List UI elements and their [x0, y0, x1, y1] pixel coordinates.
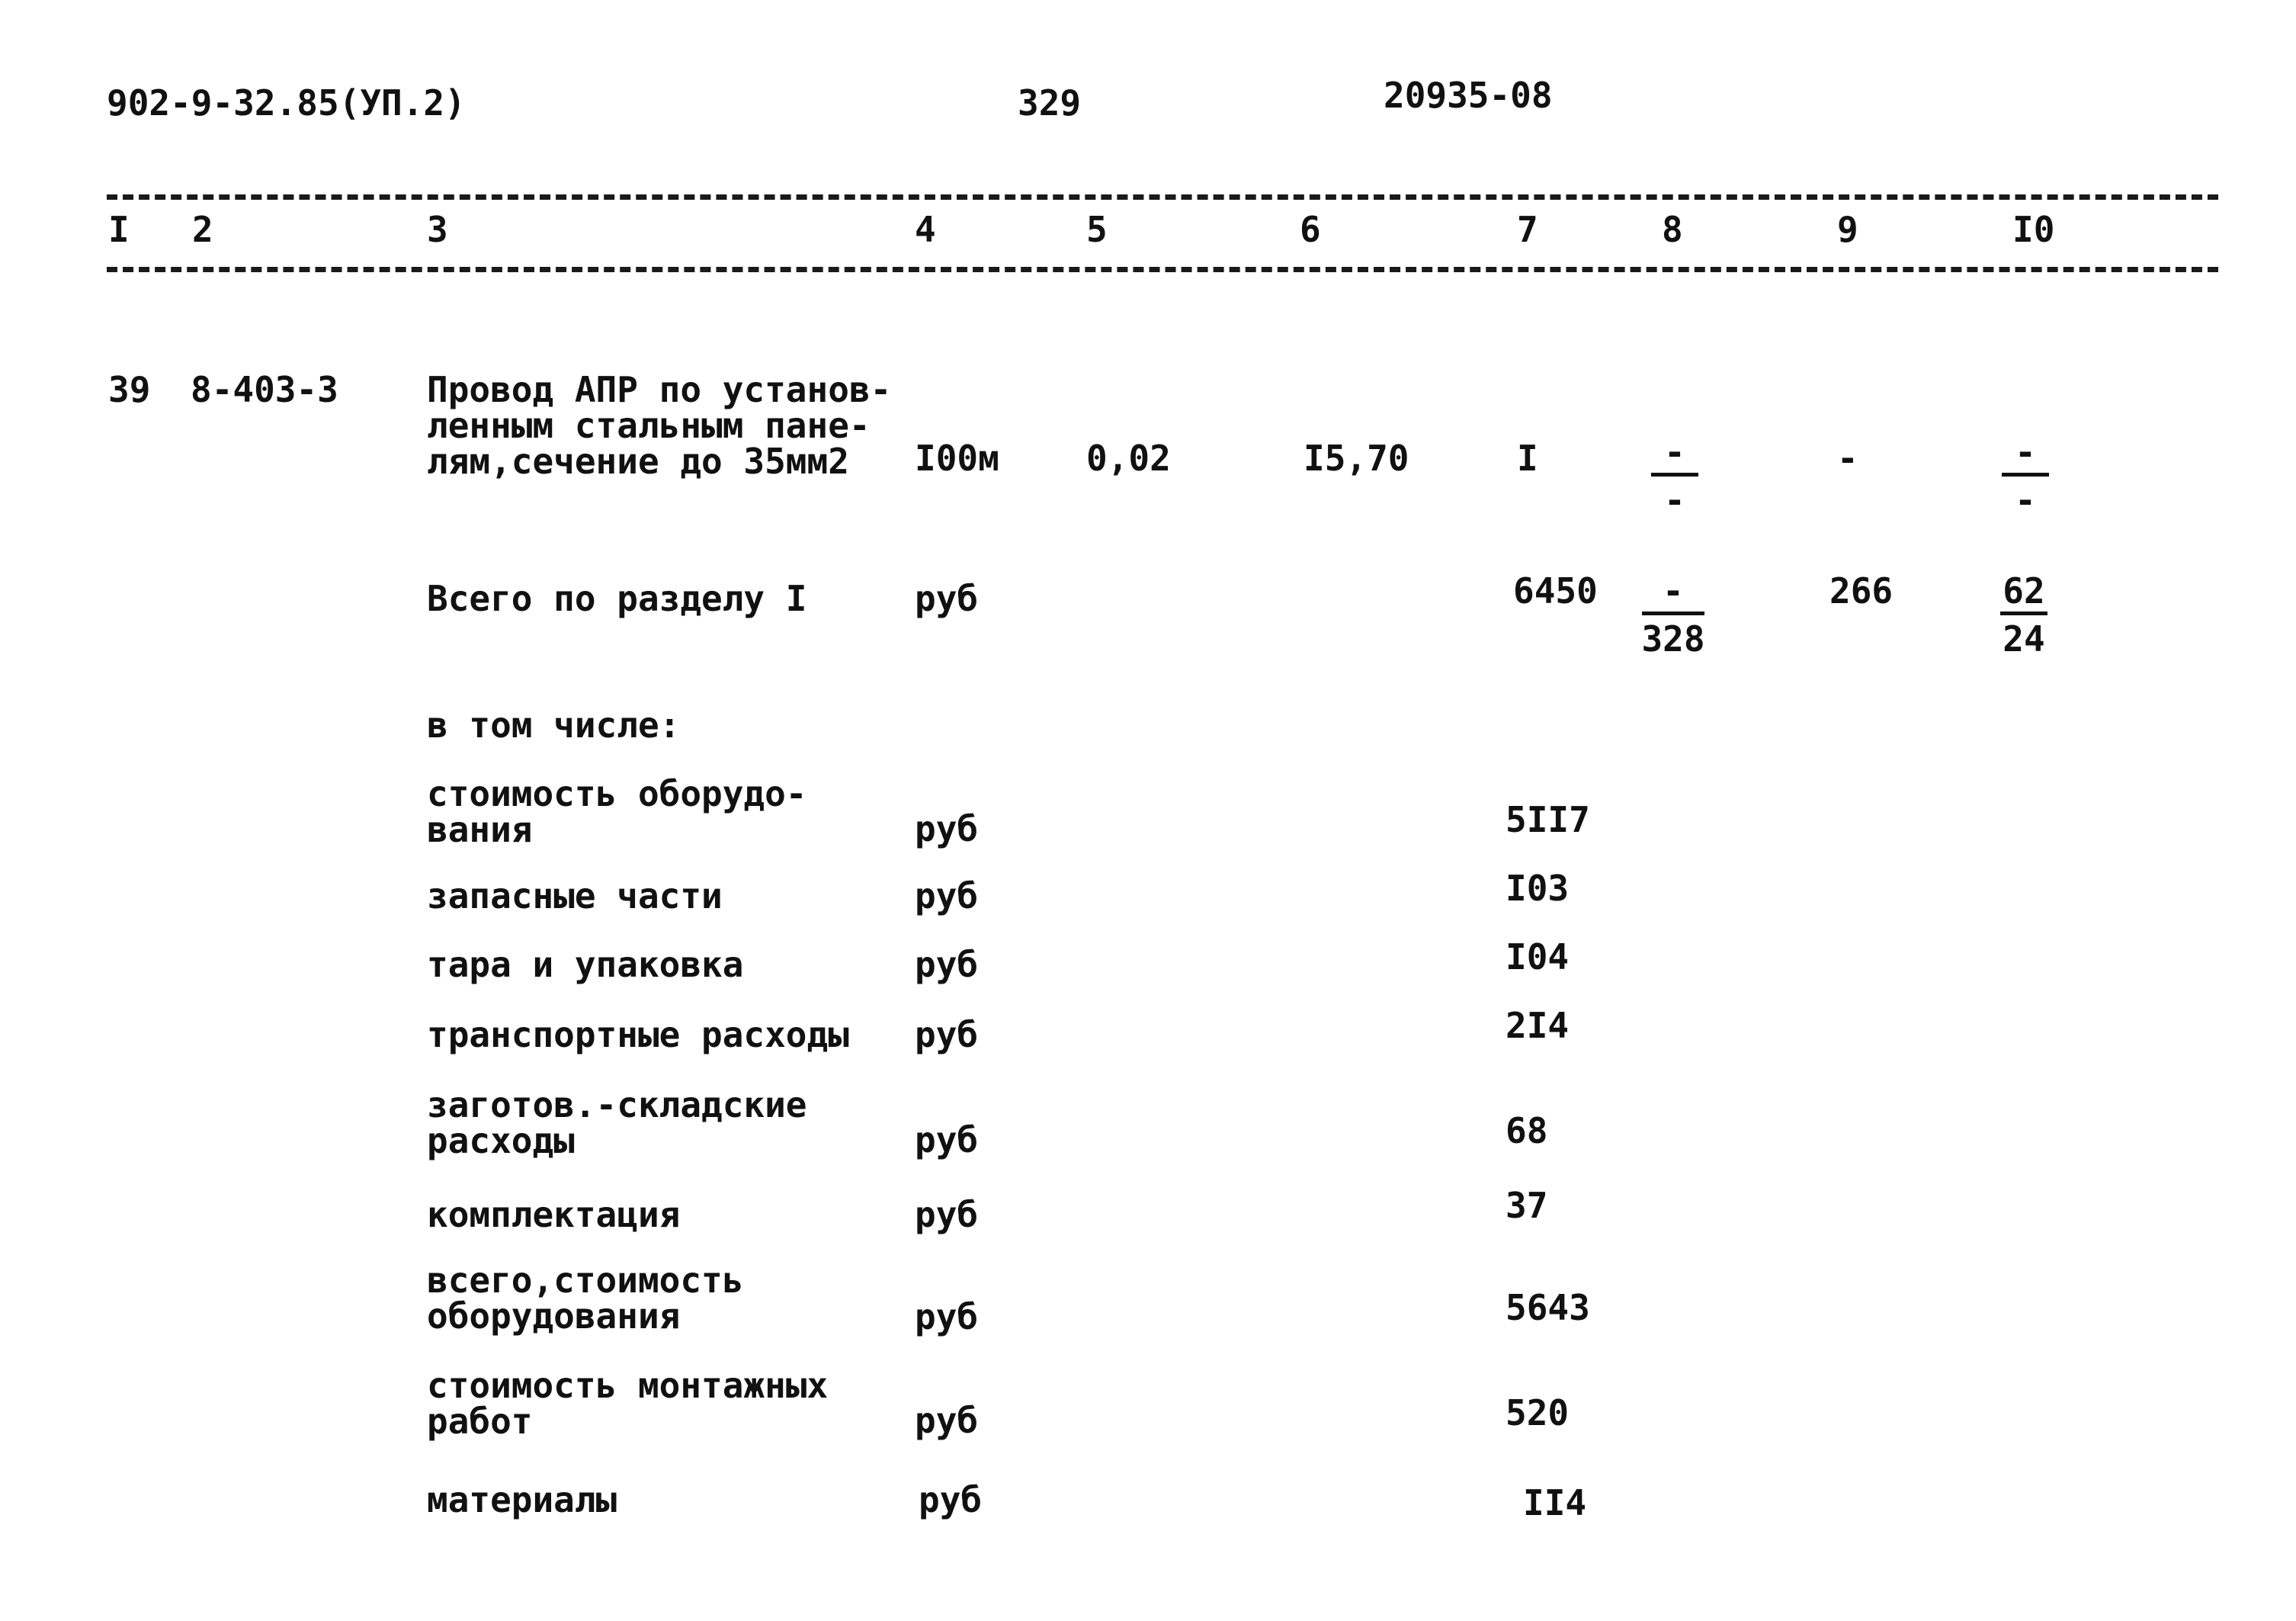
fraction-bar: [2000, 611, 2047, 615]
breakdown-label: стоимость оборудо- вания: [427, 773, 807, 850]
breakdown-unit: руб: [915, 875, 979, 916]
total-col7: 6450: [1513, 570, 1598, 611]
column-header-7: 7: [1517, 209, 1538, 250]
total-col10-denominator: 24: [2003, 618, 2045, 660]
breakdown-value: 2I4: [1506, 1005, 1570, 1046]
column-header-1: I: [108, 209, 130, 250]
sheet-number: 20935-08: [1384, 75, 1553, 116]
breakdown-value: I04: [1506, 936, 1570, 977]
breakdown-value: 520: [1506, 1392, 1570, 1433]
column-header-10: I0: [2012, 209, 2055, 250]
breakdown-unit: руб: [915, 1014, 979, 1055]
breakdown-label: заготов.-складские расходы: [427, 1084, 807, 1161]
column-header-2: 2: [192, 209, 213, 250]
quantity: 0,02: [1086, 438, 1171, 479]
column-header-8: 8: [1662, 209, 1683, 250]
document-code: 902-9-32.85(УП.2): [107, 82, 466, 124]
breakdown-unit: руб: [915, 1296, 979, 1337]
column-header-6: 6: [1300, 209, 1321, 250]
total-col8-fraction: [1639, 572, 1708, 658]
total-label: Всего по разделу I: [427, 578, 807, 619]
breakdown-value: 68: [1506, 1110, 1548, 1151]
breakdown-value: 5643: [1506, 1287, 1590, 1328]
column-header-5: 5: [1086, 209, 1108, 250]
header-rule-bottom: [107, 267, 2218, 272]
breakdown-label: комплектация: [427, 1194, 681, 1235]
total-col9: 266: [1829, 570, 1894, 611]
col10-numerator: -: [2015, 432, 2036, 473]
breakdown-value: 5II7: [1506, 799, 1590, 840]
total-col10-numerator: 62: [2003, 570, 2045, 611]
breakdown-value: II4: [1523, 1482, 1587, 1523]
row-number: 39: [108, 369, 151, 410]
fraction-bar: [2002, 473, 2049, 477]
col8-numerator: -: [1664, 432, 1685, 473]
col8-fraction: [1648, 433, 1701, 519]
header-rule-top: [107, 194, 2218, 200]
breakdown-label: материалы: [427, 1479, 617, 1520]
including-label: в том числе:: [427, 705, 681, 746]
column-header-9: 9: [1837, 209, 1858, 250]
breakdown-label: всего,стоимость оборудования: [427, 1260, 744, 1337]
breakdown-value: I03: [1506, 868, 1570, 909]
total-col10-fraction: [1997, 572, 2051, 658]
breakdown-unit: руб: [919, 1479, 983, 1520]
fraction-bar: [1642, 611, 1704, 615]
breakdown-label: стоимость монтажных работ: [427, 1365, 829, 1442]
col9-value: -: [1837, 438, 1858, 479]
breakdown-unit: руб: [915, 1119, 979, 1160]
column-header-3: 3: [427, 209, 448, 250]
breakdown-unit: руб: [915, 808, 979, 849]
total-cost: I: [1517, 438, 1538, 479]
breakdown-unit: руб: [915, 1400, 979, 1441]
breakdown-label: запасные части: [427, 875, 723, 916]
breakdown-value: 37: [1506, 1185, 1548, 1226]
col10-fraction: [1999, 433, 2052, 519]
unit-price: I5,70: [1304, 438, 1409, 479]
col10-denominator: -: [2015, 480, 2036, 521]
rate-code: 8-403-3: [191, 369, 338, 410]
total-col8-numerator: -: [1663, 570, 1684, 611]
breakdown-unit: руб: [915, 1194, 979, 1235]
col8-denominator: -: [1664, 480, 1685, 521]
breakdown-unit: руб: [915, 944, 979, 985]
unit: I00м: [915, 438, 999, 479]
breakdown-label: транспортные расходы: [427, 1014, 849, 1055]
fraction-bar: [1651, 473, 1698, 477]
page-number: 329: [1018, 82, 1082, 124]
column-header-4: 4: [915, 209, 936, 250]
work-description: Провод АПР по установ- ленным стальным пане- лям,сечение до 35мм2: [427, 369, 892, 482]
total-unit: руб: [915, 578, 979, 619]
total-col8-denominator: 328: [1641, 618, 1705, 660]
breakdown-label: тара и упаковка: [427, 944, 744, 985]
